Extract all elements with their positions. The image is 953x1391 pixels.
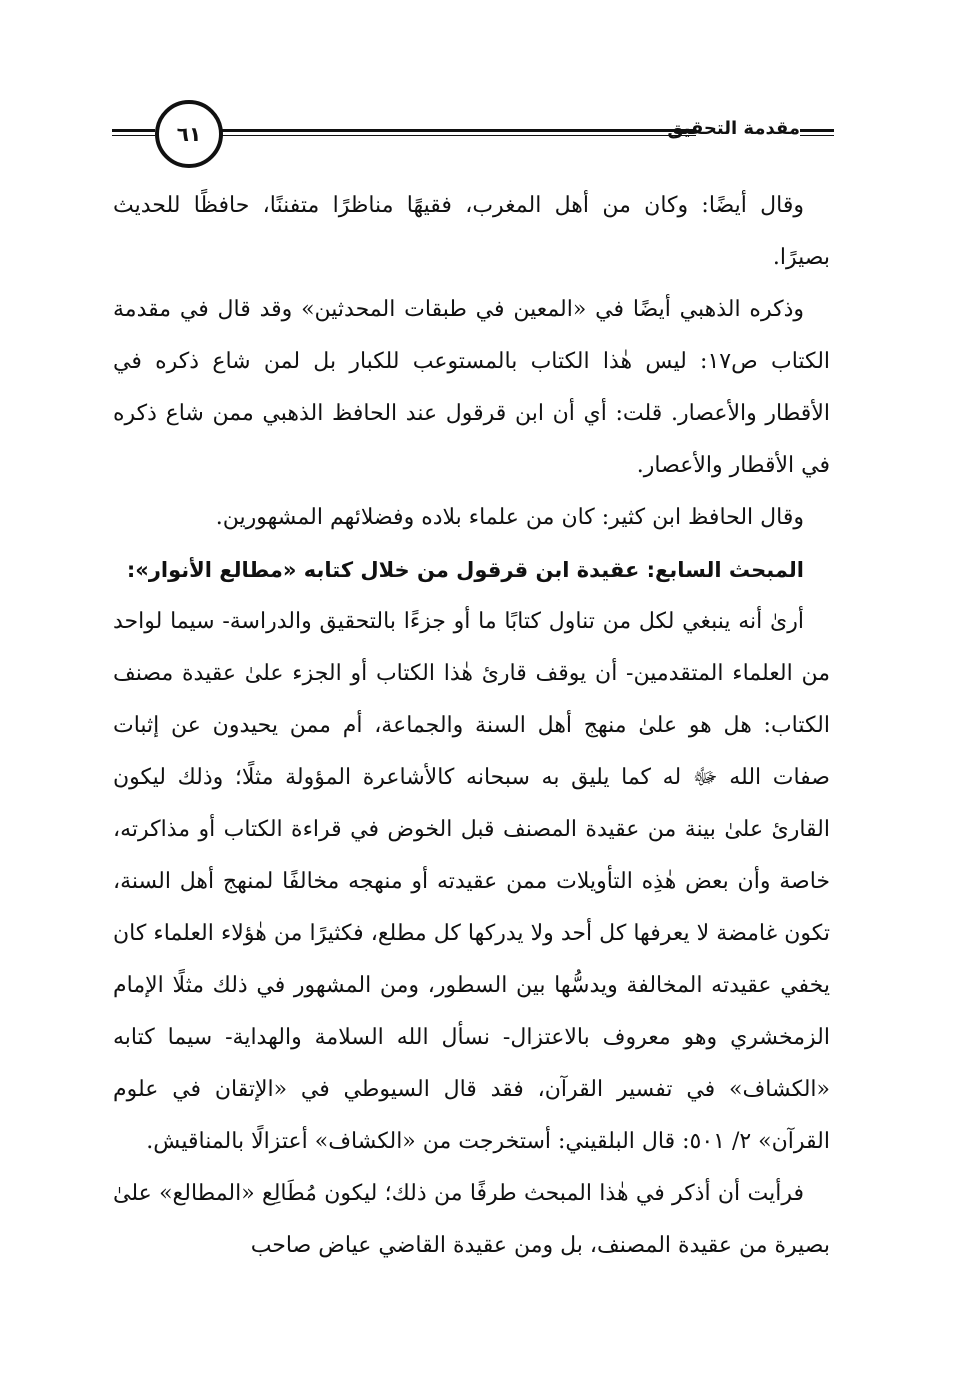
- paragraph: أرىٰ أنه ينبغي لكل من تناول كتابًا ما أو جزءًا بالتحقيق والدراسة- سيما لواحد من العلماء المتقدمين- أن يوقف قارئ هٰذا الكتاب أو الجزء علىٰ عقيدة مصنف الكتاب: هل هو علىٰ منهج أهل السنة والجماعة، أم ممن يحيدون عن إثبات صفات الله ﷻ له كما يليق به سبحانه كالأشاعرة المؤولة مثلًا؛ وذلك ليكون القارئ علىٰ بينة من عقيدة المصنف قبل الخوض في قراءة الكتاب أو مذاكرته، خاصة وأن بعض هٰذِه التأويلات ممن عقيدته أو منهجه مخالفًا لمنهج أهل السنة، تكون غامضة لا يعرفها كل أحد ولا يدركها كل مطلع، فكثيرًا من هٰؤلاء العلماء كان يخفي عقيدته المخالفة ويدسُّها بين السطور، ومن المشهور في ذلك مثلًا الإمام الزمخشري وهو معروف بالاعتزال- نسأل الله السلامة والهداية- سيما كتابه «الكشاف» في تفسير القرآن، فقد قال السيوطي في «الإتقان في علوم القرآن» ٢/ ٥٠١: قال البلقيني: أستخرجت من «الكشاف» أعتزالًا بالمناقيش.: [113, 609, 830, 1154]
- paragraph: فرأيت أن أذكر في هٰذا المبحث طرفًا من ذلك؛ ليكون مُطَالِع «المطالع» علىٰ بصيرة من عقيدة المصنف، بل ومن عقيدة القاضي عياض صاحب: [113, 1181, 830, 1258]
- header-rule-middle: [222, 129, 696, 136]
- paragraph: وقال الحافظ ابن كثير: كان من علماء بلاده وفضلائهم المشهورين.: [215, 505, 804, 530]
- header-rule-right: [800, 129, 834, 136]
- paragraph: وقال أيضًا: وكان من أهل المغرب، فقيهًا مناظرًا متفننًا، حافظًا للحديث بصيرًا.: [113, 193, 830, 270]
- page-number: ٦١: [176, 122, 202, 146]
- page-body: [113, 180, 830, 1272]
- running-title: مقدمة التحقيق: [667, 118, 800, 139]
- page-header: [100, 100, 840, 170]
- header-rule-left: [112, 129, 155, 136]
- section-heading: المبحث السابع: عقيدة ابن قرقول من خلال كتابه «مطالع الأنوار»:: [126, 558, 804, 582]
- paragraph: وذكره الذهبي أيضًا في «المعين في طبقات المحدثين» وقد قال في مقدمة الكتاب ص١٧: ليس هٰذا الكتاب بالمستوعب للكبار بل لمن شاع ذكره في الأقطار والأعصار. قلت: أي أن ابن قرقول عند الحافظ الذهبي ممن شاع ذكره في الأقطار والأعصار.: [113, 297, 831, 478]
- page-number-badge: [155, 100, 223, 168]
